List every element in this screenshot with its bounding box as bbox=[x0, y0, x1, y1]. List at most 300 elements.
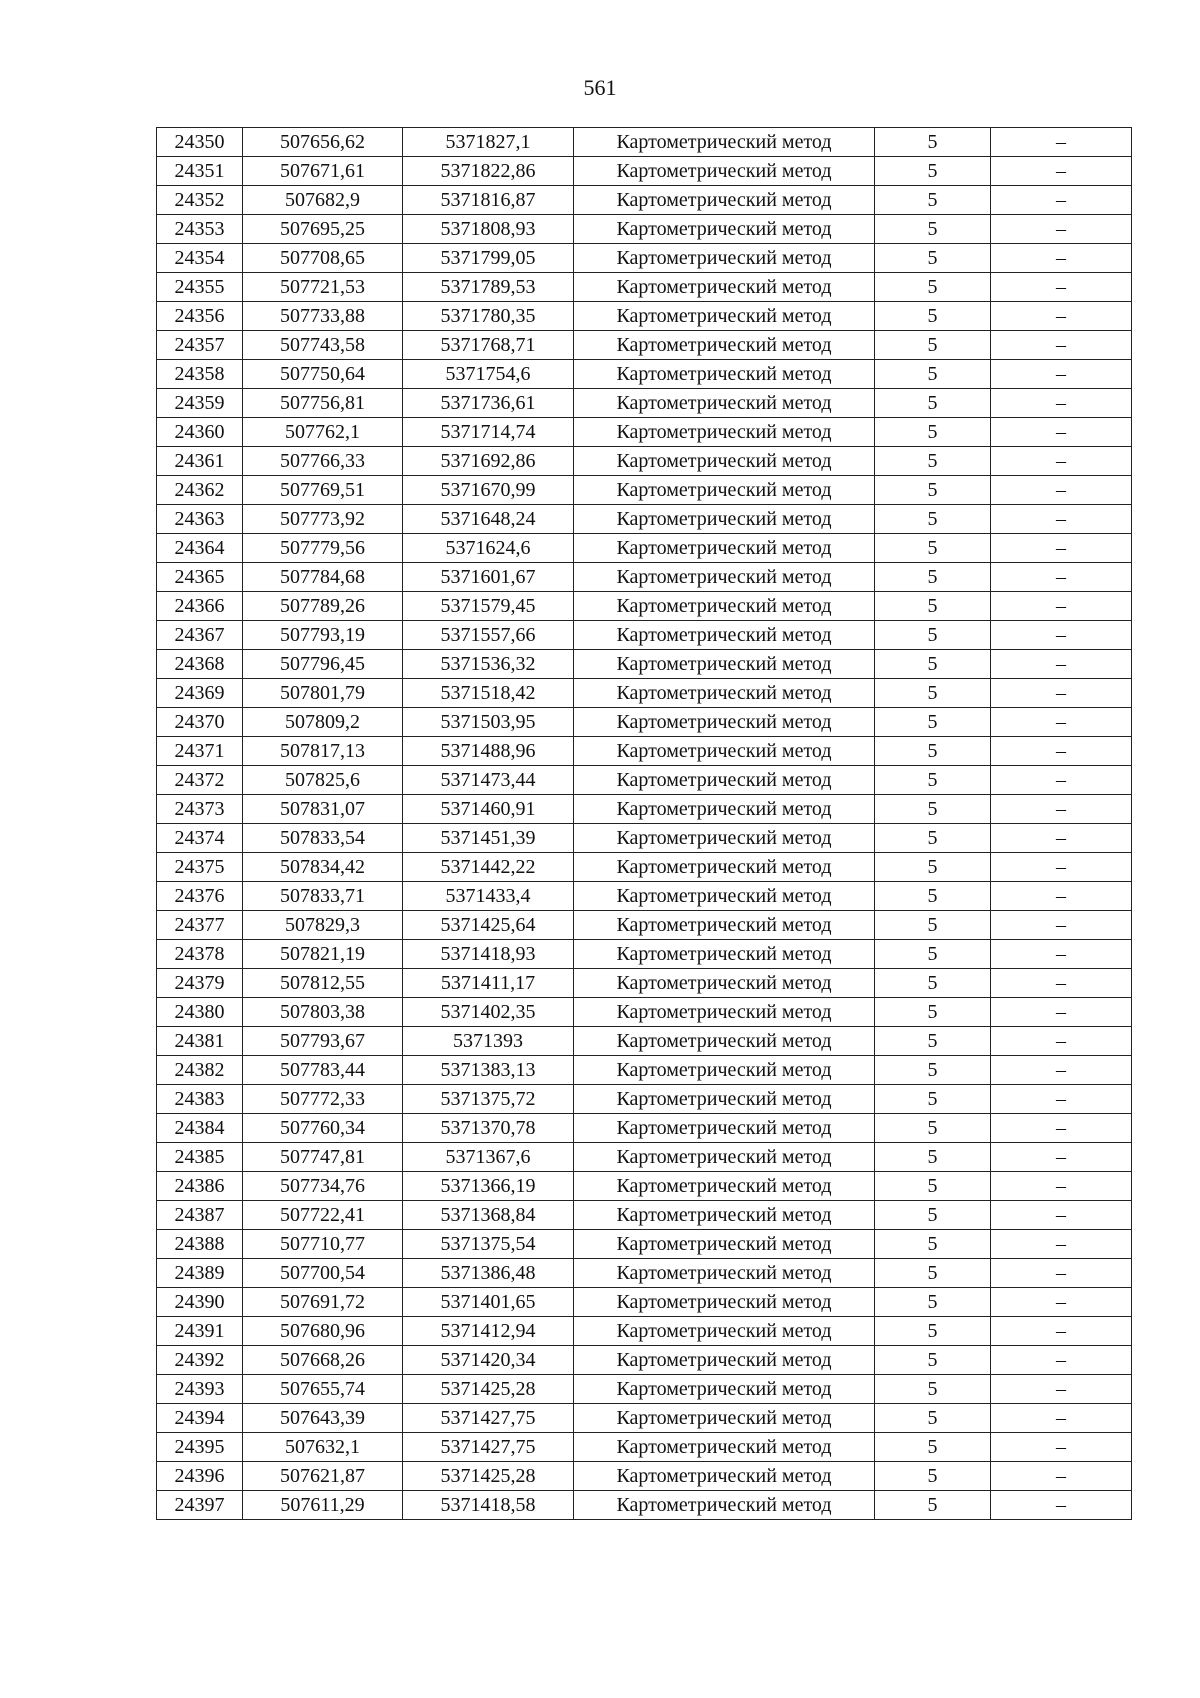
y-coordinate-cell: 5371418,93 bbox=[403, 940, 574, 969]
point-number-cell: 24351 bbox=[157, 157, 243, 186]
accuracy-cell: 5 bbox=[875, 1259, 991, 1288]
accuracy-cell: 5 bbox=[875, 1375, 991, 1404]
accuracy-cell: 5 bbox=[875, 186, 991, 215]
method-cell: Картометрический метод bbox=[574, 1433, 875, 1462]
y-coordinate-cell: 5371383,13 bbox=[403, 1056, 574, 1085]
x-coordinate-cell: 507632,1 bbox=[243, 1433, 403, 1462]
x-coordinate-cell: 507762,1 bbox=[243, 418, 403, 447]
table-row bbox=[157, 766, 1132, 795]
point-number-cell: 24352 bbox=[157, 186, 243, 215]
table-row bbox=[157, 679, 1132, 708]
y-coordinate-cell: 5371736,61 bbox=[403, 389, 574, 418]
accuracy-cell: 5 bbox=[875, 505, 991, 534]
table-row bbox=[157, 1172, 1132, 1201]
table-row bbox=[157, 244, 1132, 273]
note-cell: – bbox=[991, 389, 1132, 418]
x-coordinate-cell: 507750,64 bbox=[243, 360, 403, 389]
method-cell: Картометрический метод bbox=[574, 679, 875, 708]
table-row bbox=[157, 331, 1132, 360]
point-number-cell: 24376 bbox=[157, 882, 243, 911]
accuracy-cell: 5 bbox=[875, 621, 991, 650]
point-number-cell: 24385 bbox=[157, 1143, 243, 1172]
note-cell: – bbox=[991, 1317, 1132, 1346]
method-cell: Картометрический метод bbox=[574, 418, 875, 447]
note-cell: – bbox=[991, 766, 1132, 795]
y-coordinate-cell: 5371488,96 bbox=[403, 737, 574, 766]
accuracy-cell: 5 bbox=[875, 766, 991, 795]
method-cell: Картометрический метод bbox=[574, 1201, 875, 1230]
y-coordinate-cell: 5371375,72 bbox=[403, 1085, 574, 1114]
note-cell: – bbox=[991, 1027, 1132, 1056]
point-number-cell: 24392 bbox=[157, 1346, 243, 1375]
method-cell: Картометрический метод bbox=[574, 244, 875, 273]
note-cell: – bbox=[991, 969, 1132, 998]
accuracy-cell: 5 bbox=[875, 215, 991, 244]
method-cell: Картометрический метод bbox=[574, 592, 875, 621]
accuracy-cell: 5 bbox=[875, 882, 991, 911]
method-cell: Картометрический метод bbox=[574, 389, 875, 418]
method-cell: Картометрический метод bbox=[574, 621, 875, 650]
y-coordinate-cell: 5371822,86 bbox=[403, 157, 574, 186]
x-coordinate-cell: 507817,13 bbox=[243, 737, 403, 766]
note-cell: – bbox=[991, 476, 1132, 505]
note-cell: – bbox=[991, 302, 1132, 331]
y-coordinate-cell: 5371402,35 bbox=[403, 998, 574, 1027]
accuracy-cell: 5 bbox=[875, 998, 991, 1027]
table-row bbox=[157, 998, 1132, 1027]
y-coordinate-cell: 5371427,75 bbox=[403, 1433, 574, 1462]
y-coordinate-cell: 5371557,66 bbox=[403, 621, 574, 650]
point-number-cell: 24388 bbox=[157, 1230, 243, 1259]
table-row bbox=[157, 1404, 1132, 1433]
x-coordinate-cell: 507784,68 bbox=[243, 563, 403, 592]
x-coordinate-cell: 507721,53 bbox=[243, 273, 403, 302]
x-coordinate-cell: 507743,58 bbox=[243, 331, 403, 360]
accuracy-cell: 5 bbox=[875, 1201, 991, 1230]
note-cell: – bbox=[991, 621, 1132, 650]
note-cell: – bbox=[991, 998, 1132, 1027]
accuracy-cell: 5 bbox=[875, 563, 991, 592]
x-coordinate-cell: 507801,79 bbox=[243, 679, 403, 708]
point-number-cell: 24367 bbox=[157, 621, 243, 650]
y-coordinate-cell: 5371714,74 bbox=[403, 418, 574, 447]
method-cell: Картометрический метод bbox=[574, 1491, 875, 1520]
table-row bbox=[157, 1491, 1132, 1520]
method-cell: Картометрический метод bbox=[574, 1346, 875, 1375]
table-row bbox=[157, 1230, 1132, 1259]
point-number-cell: 24387 bbox=[157, 1201, 243, 1230]
table-row bbox=[157, 476, 1132, 505]
point-number-cell: 24365 bbox=[157, 563, 243, 592]
accuracy-cell: 5 bbox=[875, 1317, 991, 1346]
note-cell: – bbox=[991, 1201, 1132, 1230]
accuracy-cell: 5 bbox=[875, 157, 991, 186]
accuracy-cell: 5 bbox=[875, 331, 991, 360]
note-cell: – bbox=[991, 1259, 1132, 1288]
table-row bbox=[157, 302, 1132, 331]
method-cell: Картометрический метод bbox=[574, 853, 875, 882]
y-coordinate-cell: 5371518,42 bbox=[403, 679, 574, 708]
point-number-cell: 24384 bbox=[157, 1114, 243, 1143]
table-row bbox=[157, 1317, 1132, 1346]
point-number-cell: 24360 bbox=[157, 418, 243, 447]
point-number-cell: 24372 bbox=[157, 766, 243, 795]
note-cell: – bbox=[991, 1230, 1132, 1259]
note-cell: – bbox=[991, 592, 1132, 621]
note-cell: – bbox=[991, 563, 1132, 592]
point-number-cell: 24362 bbox=[157, 476, 243, 505]
accuracy-cell: 5 bbox=[875, 650, 991, 679]
method-cell: Картометрический метод bbox=[574, 331, 875, 360]
table-row bbox=[157, 650, 1132, 679]
x-coordinate-cell: 507769,51 bbox=[243, 476, 403, 505]
point-number-cell: 24371 bbox=[157, 737, 243, 766]
table-row bbox=[157, 418, 1132, 447]
table-row bbox=[157, 737, 1132, 766]
method-cell: Картометрический метод bbox=[574, 766, 875, 795]
table-row bbox=[157, 273, 1132, 302]
y-coordinate-cell: 5371366,19 bbox=[403, 1172, 574, 1201]
point-number-cell: 24366 bbox=[157, 592, 243, 621]
point-number-cell: 24390 bbox=[157, 1288, 243, 1317]
accuracy-cell: 5 bbox=[875, 128, 991, 157]
point-number-cell: 24364 bbox=[157, 534, 243, 563]
x-coordinate-cell: 507812,55 bbox=[243, 969, 403, 998]
accuracy-cell: 5 bbox=[875, 911, 991, 940]
table-row bbox=[157, 1288, 1132, 1317]
accuracy-cell: 5 bbox=[875, 795, 991, 824]
x-coordinate-cell: 507656,62 bbox=[243, 128, 403, 157]
note-cell: – bbox=[991, 1346, 1132, 1375]
point-number-cell: 24382 bbox=[157, 1056, 243, 1085]
note-cell: – bbox=[991, 824, 1132, 853]
y-coordinate-cell: 5371768,71 bbox=[403, 331, 574, 360]
method-cell: Картометрический метод bbox=[574, 1056, 875, 1085]
method-cell: Картометрический метод bbox=[574, 1027, 875, 1056]
accuracy-cell: 5 bbox=[875, 1491, 991, 1520]
note-cell: – bbox=[991, 911, 1132, 940]
table-row bbox=[157, 389, 1132, 418]
point-number-cell: 24380 bbox=[157, 998, 243, 1027]
method-cell: Картометрический метод bbox=[574, 1085, 875, 1114]
x-coordinate-cell: 507722,41 bbox=[243, 1201, 403, 1230]
point-number-cell: 24357 bbox=[157, 331, 243, 360]
note-cell: – bbox=[991, 1433, 1132, 1462]
table-row bbox=[157, 940, 1132, 969]
note-cell: – bbox=[991, 1085, 1132, 1114]
note-cell: – bbox=[991, 360, 1132, 389]
table-row bbox=[157, 911, 1132, 940]
point-number-cell: 24363 bbox=[157, 505, 243, 534]
method-cell: Картометрический метод bbox=[574, 737, 875, 766]
x-coordinate-cell: 507621,87 bbox=[243, 1462, 403, 1491]
table-row bbox=[157, 128, 1132, 157]
accuracy-cell: 5 bbox=[875, 534, 991, 563]
method-cell: Картометрический метод bbox=[574, 563, 875, 592]
x-coordinate-cell: 507710,77 bbox=[243, 1230, 403, 1259]
y-coordinate-cell: 5371670,99 bbox=[403, 476, 574, 505]
y-coordinate-cell: 5371433,4 bbox=[403, 882, 574, 911]
y-coordinate-cell: 5371427,75 bbox=[403, 1404, 574, 1433]
method-cell: Картометрический метод bbox=[574, 998, 875, 1027]
table-row bbox=[157, 1259, 1132, 1288]
x-coordinate-cell: 507831,07 bbox=[243, 795, 403, 824]
table-row bbox=[157, 1114, 1132, 1143]
x-coordinate-cell: 507789,26 bbox=[243, 592, 403, 621]
x-coordinate-cell: 507668,26 bbox=[243, 1346, 403, 1375]
table-row bbox=[157, 157, 1132, 186]
y-coordinate-cell: 5371754,6 bbox=[403, 360, 574, 389]
method-cell: Картометрический метод bbox=[574, 882, 875, 911]
y-coordinate-cell: 5371375,54 bbox=[403, 1230, 574, 1259]
point-number-cell: 24355 bbox=[157, 273, 243, 302]
point-number-cell: 24375 bbox=[157, 853, 243, 882]
method-cell: Картометрический метод bbox=[574, 969, 875, 998]
method-cell: Картометрический метод bbox=[574, 273, 875, 302]
table-row bbox=[157, 1462, 1132, 1491]
accuracy-cell: 5 bbox=[875, 1143, 991, 1172]
method-cell: Картометрический метод bbox=[574, 1114, 875, 1143]
y-coordinate-cell: 5371401,65 bbox=[403, 1288, 574, 1317]
x-coordinate-cell: 507829,3 bbox=[243, 911, 403, 940]
y-coordinate-cell: 5371386,48 bbox=[403, 1259, 574, 1288]
note-cell: – bbox=[991, 1462, 1132, 1491]
accuracy-cell: 5 bbox=[875, 389, 991, 418]
method-cell: Картометрический метод bbox=[574, 447, 875, 476]
point-number-cell: 24373 bbox=[157, 795, 243, 824]
note-cell: – bbox=[991, 215, 1132, 244]
table-row bbox=[157, 1085, 1132, 1114]
note-cell: – bbox=[991, 505, 1132, 534]
point-number-cell: 24397 bbox=[157, 1491, 243, 1520]
y-coordinate-cell: 5371411,17 bbox=[403, 969, 574, 998]
point-number-cell: 24370 bbox=[157, 708, 243, 737]
point-number-cell: 24396 bbox=[157, 1462, 243, 1491]
point-number-cell: 24378 bbox=[157, 940, 243, 969]
method-cell: Картометрический метод bbox=[574, 1143, 875, 1172]
table-row bbox=[157, 708, 1132, 737]
method-cell: Картометрический метод bbox=[574, 302, 875, 331]
point-number-cell: 24379 bbox=[157, 969, 243, 998]
accuracy-cell: 5 bbox=[875, 708, 991, 737]
note-cell: – bbox=[991, 331, 1132, 360]
coordinates-table bbox=[156, 127, 1132, 1520]
y-coordinate-cell: 5371420,34 bbox=[403, 1346, 574, 1375]
y-coordinate-cell: 5371827,1 bbox=[403, 128, 574, 157]
x-coordinate-cell: 507682,9 bbox=[243, 186, 403, 215]
note-cell: – bbox=[991, 795, 1132, 824]
point-number-cell: 24353 bbox=[157, 215, 243, 244]
method-cell: Картометрический метод bbox=[574, 1375, 875, 1404]
note-cell: – bbox=[991, 534, 1132, 563]
note-cell: – bbox=[991, 186, 1132, 215]
point-number-cell: 24377 bbox=[157, 911, 243, 940]
note-cell: – bbox=[991, 737, 1132, 766]
x-coordinate-cell: 507734,76 bbox=[243, 1172, 403, 1201]
x-coordinate-cell: 507671,61 bbox=[243, 157, 403, 186]
x-coordinate-cell: 507691,72 bbox=[243, 1288, 403, 1317]
accuracy-cell: 5 bbox=[875, 1433, 991, 1462]
accuracy-cell: 5 bbox=[875, 824, 991, 853]
y-coordinate-cell: 5371601,67 bbox=[403, 563, 574, 592]
y-coordinate-cell: 5371780,35 bbox=[403, 302, 574, 331]
y-coordinate-cell: 5371425,28 bbox=[403, 1462, 574, 1491]
point-number-cell: 24359 bbox=[157, 389, 243, 418]
note-cell: – bbox=[991, 128, 1132, 157]
table-row bbox=[157, 969, 1132, 998]
x-coordinate-cell: 507833,71 bbox=[243, 882, 403, 911]
point-number-cell: 24369 bbox=[157, 679, 243, 708]
table-row bbox=[157, 1201, 1132, 1230]
point-number-cell: 24383 bbox=[157, 1085, 243, 1114]
x-coordinate-cell: 507733,88 bbox=[243, 302, 403, 331]
method-cell: Картометрический метод bbox=[574, 215, 875, 244]
note-cell: – bbox=[991, 1143, 1132, 1172]
x-coordinate-cell: 507643,39 bbox=[243, 1404, 403, 1433]
x-coordinate-cell: 507809,2 bbox=[243, 708, 403, 737]
table-row bbox=[157, 1056, 1132, 1085]
table-row bbox=[157, 1375, 1132, 1404]
method-cell: Картометрический метод bbox=[574, 1462, 875, 1491]
x-coordinate-cell: 507834,42 bbox=[243, 853, 403, 882]
note-cell: – bbox=[991, 1375, 1132, 1404]
point-number-cell: 24350 bbox=[157, 128, 243, 157]
x-coordinate-cell: 507772,33 bbox=[243, 1085, 403, 1114]
accuracy-cell: 5 bbox=[875, 244, 991, 273]
method-cell: Картометрический метод bbox=[574, 534, 875, 563]
y-coordinate-cell: 5371451,39 bbox=[403, 824, 574, 853]
method-cell: Картометрический метод bbox=[574, 186, 875, 215]
note-cell: – bbox=[991, 1172, 1132, 1201]
note-cell: – bbox=[991, 882, 1132, 911]
x-coordinate-cell: 507695,25 bbox=[243, 215, 403, 244]
accuracy-cell: 5 bbox=[875, 1230, 991, 1259]
x-coordinate-cell: 507655,74 bbox=[243, 1375, 403, 1404]
accuracy-cell: 5 bbox=[875, 737, 991, 766]
x-coordinate-cell: 507766,33 bbox=[243, 447, 403, 476]
accuracy-cell: 5 bbox=[875, 1404, 991, 1433]
point-number-cell: 24381 bbox=[157, 1027, 243, 1056]
x-coordinate-cell: 507760,34 bbox=[243, 1114, 403, 1143]
x-coordinate-cell: 507747,81 bbox=[243, 1143, 403, 1172]
point-number-cell: 24368 bbox=[157, 650, 243, 679]
coordinates-table-body bbox=[157, 128, 1132, 1520]
y-coordinate-cell: 5371425,64 bbox=[403, 911, 574, 940]
note-cell: – bbox=[991, 244, 1132, 273]
accuracy-cell: 5 bbox=[875, 679, 991, 708]
note-cell: – bbox=[991, 1056, 1132, 1085]
y-coordinate-cell: 5371536,32 bbox=[403, 650, 574, 679]
note-cell: – bbox=[991, 447, 1132, 476]
y-coordinate-cell: 5371579,45 bbox=[403, 592, 574, 621]
accuracy-cell: 5 bbox=[875, 1172, 991, 1201]
x-coordinate-cell: 507779,56 bbox=[243, 534, 403, 563]
note-cell: – bbox=[991, 1288, 1132, 1317]
method-cell: Картометрический метод bbox=[574, 128, 875, 157]
y-coordinate-cell: 5371473,44 bbox=[403, 766, 574, 795]
table-row bbox=[157, 1143, 1132, 1172]
y-coordinate-cell: 5371412,94 bbox=[403, 1317, 574, 1346]
note-cell: – bbox=[991, 418, 1132, 447]
table-row bbox=[157, 1027, 1132, 1056]
note-cell: – bbox=[991, 273, 1132, 302]
y-coordinate-cell: 5371460,91 bbox=[403, 795, 574, 824]
y-coordinate-cell: 5371418,58 bbox=[403, 1491, 574, 1520]
method-cell: Картометрический метод bbox=[574, 911, 875, 940]
y-coordinate-cell: 5371789,53 bbox=[403, 273, 574, 302]
method-cell: Картометрический метод bbox=[574, 824, 875, 853]
y-coordinate-cell: 5371367,6 bbox=[403, 1143, 574, 1172]
page-number: 561 bbox=[583, 75, 617, 100]
accuracy-cell: 5 bbox=[875, 447, 991, 476]
method-cell: Картометрический метод bbox=[574, 940, 875, 969]
x-coordinate-cell: 507803,38 bbox=[243, 998, 403, 1027]
accuracy-cell: 5 bbox=[875, 853, 991, 882]
y-coordinate-cell: 5371808,93 bbox=[403, 215, 574, 244]
x-coordinate-cell: 507756,81 bbox=[243, 389, 403, 418]
y-coordinate-cell: 5371624,6 bbox=[403, 534, 574, 563]
method-cell: Картометрический метод bbox=[574, 1404, 875, 1433]
point-number-cell: 24354 bbox=[157, 244, 243, 273]
accuracy-cell: 5 bbox=[875, 418, 991, 447]
table-row bbox=[157, 360, 1132, 389]
point-number-cell: 24394 bbox=[157, 1404, 243, 1433]
x-coordinate-cell: 507611,29 bbox=[243, 1491, 403, 1520]
x-coordinate-cell: 507773,92 bbox=[243, 505, 403, 534]
x-coordinate-cell: 507793,19 bbox=[243, 621, 403, 650]
x-coordinate-cell: 507680,96 bbox=[243, 1317, 403, 1346]
point-number-cell: 24391 bbox=[157, 1317, 243, 1346]
accuracy-cell: 5 bbox=[875, 360, 991, 389]
note-cell: – bbox=[991, 1491, 1132, 1520]
x-coordinate-cell: 507833,54 bbox=[243, 824, 403, 853]
accuracy-cell: 5 bbox=[875, 1027, 991, 1056]
accuracy-cell: 5 bbox=[875, 1056, 991, 1085]
point-number-cell: 24395 bbox=[157, 1433, 243, 1462]
note-cell: – bbox=[991, 650, 1132, 679]
x-coordinate-cell: 507821,19 bbox=[243, 940, 403, 969]
point-number-cell: 24386 bbox=[157, 1172, 243, 1201]
table-row bbox=[157, 186, 1132, 215]
note-cell: – bbox=[991, 1114, 1132, 1143]
accuracy-cell: 5 bbox=[875, 969, 991, 998]
table-row bbox=[157, 447, 1132, 476]
table-row bbox=[157, 853, 1132, 882]
method-cell: Картометрический метод bbox=[574, 1172, 875, 1201]
method-cell: Картометрический метод bbox=[574, 1259, 875, 1288]
x-coordinate-cell: 507700,54 bbox=[243, 1259, 403, 1288]
method-cell: Картометрический метод bbox=[574, 476, 875, 505]
table-row bbox=[157, 592, 1132, 621]
y-coordinate-cell: 5371648,24 bbox=[403, 505, 574, 534]
method-cell: Картометрический метод bbox=[574, 360, 875, 389]
point-number-cell: 24393 bbox=[157, 1375, 243, 1404]
x-coordinate-cell: 507825,6 bbox=[243, 766, 403, 795]
method-cell: Картометрический метод bbox=[574, 650, 875, 679]
accuracy-cell: 5 bbox=[875, 1288, 991, 1317]
table-row bbox=[157, 215, 1132, 244]
x-coordinate-cell: 507793,67 bbox=[243, 1027, 403, 1056]
note-cell: – bbox=[991, 853, 1132, 882]
table-row bbox=[157, 563, 1132, 592]
accuracy-cell: 5 bbox=[875, 1114, 991, 1143]
accuracy-cell: 5 bbox=[875, 1462, 991, 1491]
note-cell: – bbox=[991, 940, 1132, 969]
y-coordinate-cell: 5371368,84 bbox=[403, 1201, 574, 1230]
accuracy-cell: 5 bbox=[875, 302, 991, 331]
table-row bbox=[157, 824, 1132, 853]
method-cell: Картометрический метод bbox=[574, 505, 875, 534]
